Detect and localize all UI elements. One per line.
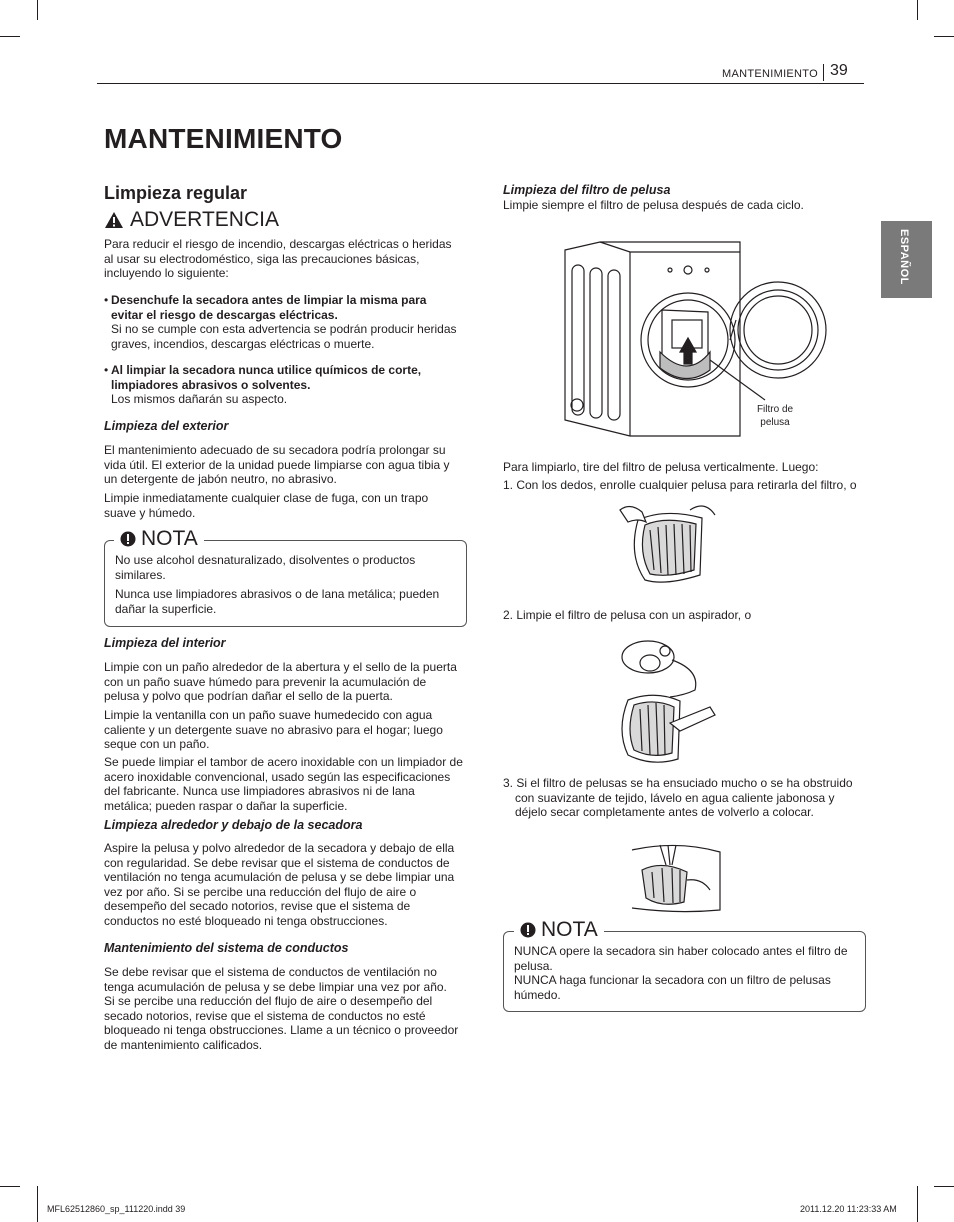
filter-roll-illustration bbox=[610, 500, 720, 585]
page-number: 39 bbox=[830, 62, 848, 79]
list-item: • Desenchufe la secadora antes de limpiar la misma para evitar el riesgo de descargas eléctricas. Si no se cumple con esta advertencia se podrán producir heridas graves, incendios, descargas eléctricas o muerte. bbox=[104, 293, 457, 351]
language-tab: ESPAÑOL bbox=[881, 221, 932, 298]
paragraph: Para limpiarlo, tire del filtro de pelusa verticalmente. Luego: bbox=[503, 460, 819, 474]
list-item: • Al limpiar la secadora nunca utilice químicos de corte, limpiadores abrasivos o solventes. Los mismos dañarán su aspecto. bbox=[104, 363, 422, 407]
note-text: Nunca use limpiadores abrasivos o de lana metálica; pueden dañar la superficie. bbox=[115, 587, 440, 616]
step-1: 1. Con los dedos, enrolle cualquier pelusa para retirarla del filtro, o bbox=[503, 478, 857, 492]
crop-mark bbox=[37, 0, 38, 20]
note-text: No use alcohol desnaturalizado, disolventes o productos similares. bbox=[115, 553, 416, 582]
step-2: 2. Limpie el filtro de pelusa con un aspirador, o bbox=[503, 608, 752, 622]
note-text: NUNCA haga funcionar la secadora con un filtro de pelusas húmedo. bbox=[514, 973, 831, 1002]
subheading-around: Limpieza alrededor y debajo de la secadora bbox=[104, 818, 363, 832]
page-title: MANTENIMIENTO bbox=[104, 123, 343, 154]
subheading-lint-filter: Limpieza del filtro de pelusa bbox=[503, 183, 671, 197]
paragraph: Limpie con un paño alrededor de la abertura y el sello de la puerta con un paño suave húmedo para prevenir la acumulación de pelusa y polvo que podrían dañar el sello de la puerta. bbox=[104, 660, 457, 704]
crop-mark bbox=[917, 1186, 918, 1222]
crop-mark bbox=[934, 1186, 954, 1187]
footer-file: MFL62512860_sp_111220.indd 39 bbox=[47, 1204, 186, 1214]
warning-intro: Para reducir el riesgo de incendio, descargas eléctricas o heridas al usar su electrodoméstico, siga las precauciones básicas, incluyendo lo siguiente: bbox=[104, 237, 452, 281]
paragraph: Se puede limpiar el tambor de acero inoxidable con un limpiador de acero inoxidable convencional, usado según las especificaciones del fabricante. Nunca use limpiadores abrasivos ni de lana metálica; pueden raspar o dañar la superficie. bbox=[104, 755, 463, 813]
running-header: MANTENIMIENTO bbox=[722, 68, 818, 80]
exclamation-icon bbox=[520, 922, 536, 938]
subheading-exterior: Limpieza del exterior bbox=[104, 419, 229, 433]
note-heading: NOTA bbox=[514, 918, 604, 942]
section-heading: Limpieza regular bbox=[104, 183, 248, 203]
header-rule bbox=[97, 83, 864, 84]
warning-heading: ADVERTENCIA bbox=[104, 208, 279, 232]
exclamation-icon bbox=[120, 531, 136, 547]
crop-mark bbox=[0, 36, 20, 37]
crop-mark bbox=[934, 36, 954, 37]
filter-caption: Filtro de pelusa bbox=[756, 404, 794, 428]
vacuum-illustration bbox=[610, 635, 720, 765]
step-3: 3. Si el filtro de pelusas se ha ensuciado mucho o se ha obstruido con suavizante de tejido, lávelo en agua caliente jabonosa y déjelo secar completamente antes de volverlo a colocar. bbox=[503, 776, 853, 820]
crop-mark bbox=[917, 0, 918, 20]
warning-icon bbox=[104, 211, 124, 229]
crop-mark bbox=[0, 1186, 20, 1187]
paragraph: Limpie inmediatamente cualquier clase de fuga, con un trapo suave y húmedo. bbox=[104, 491, 429, 520]
paragraph: Se debe revisar que el sistema de conductos de ventilación no tenga acumulación de pelusa y se debe limpiar una vez por año. Si se percibe una reducción del flujo de aire o desempeño del secado notorios, revise que el sistema de conductos no esté bloqueado ni tenga obstrucciones. Llame a un técnico o proveedor de mantenimiento calificados. bbox=[104, 965, 459, 1052]
paragraph: Aspire la pelusa y polvo alrededor de la secadora y debajo de ella con regularidad. Se debe revisar que el sistema de conductos de ventilación no tenga acumulación de pelusa y se debe limpiar una vez por año. Si se percibe una reducción del flujo de aire o desempeño del secado notorios, revise que el sistema de conductos no esté bloqueado ni tenga obstrucciones. bbox=[104, 841, 455, 928]
subheading-ducts: Mantenimiento del sistema de conductos bbox=[104, 941, 349, 955]
subheading-interior: Limpieza del interior bbox=[104, 636, 226, 650]
paragraph: Limpie siempre el filtro de pelusa después de cada ciclo. bbox=[503, 198, 804, 212]
wash-illustration bbox=[632, 840, 722, 915]
note-heading: NOTA bbox=[114, 527, 204, 551]
footer-date: 2011.12.20 11:23:33 AM bbox=[800, 1204, 897, 1214]
crop-mark bbox=[37, 1186, 38, 1222]
note-text: NUNCA opere la secadora sin haber colocado antes el filtro de pelusa. bbox=[514, 944, 848, 973]
paragraph: Limpie la ventanilla con un paño suave humedecido con agua caliente y un detergente suave no abrasivo para el hogar; luego seque con un paño. bbox=[104, 708, 443, 752]
paragraph: El mantenimiento adecuado de su secadora podría prolongar su vida útil. El exterior de la unidad puede limpiarse con agua tibia y un detergente de jabón neutro, no abrasivo. bbox=[104, 443, 450, 487]
header-separator bbox=[823, 64, 824, 81]
